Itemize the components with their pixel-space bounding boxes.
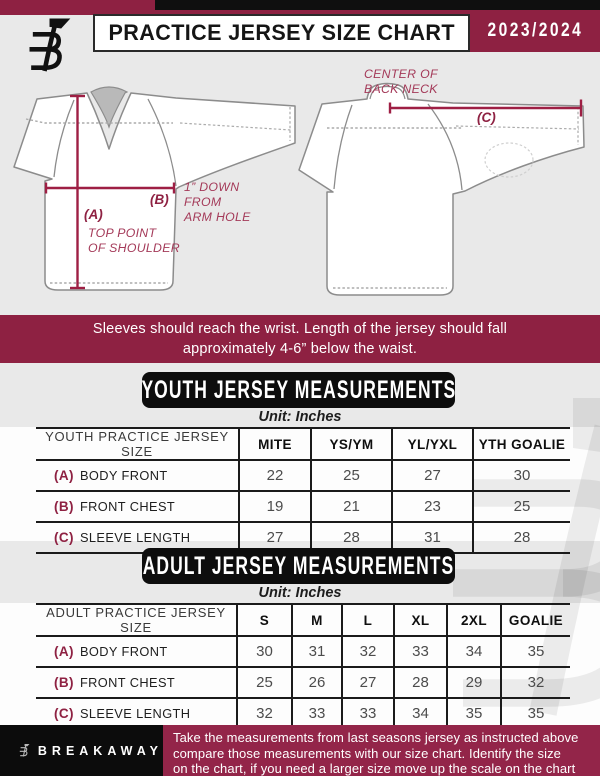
jersey-diagram — [0, 53, 600, 315]
marker-a-label: (A) — [84, 207, 103, 222]
row-label-cell: (A) BODY FRONT — [36, 460, 239, 491]
row-label-cell: (C) SLEEVE LENGTH — [36, 522, 239, 553]
marker-b-note: 1” DOWN FROM ARM HOLE — [184, 180, 251, 224]
value-cell: 30 — [237, 636, 292, 667]
youth-col-header: YTH GOALIE — [473, 428, 570, 460]
breakaway-footer-logo-icon — [18, 735, 30, 766]
adult-col-header: ADULT PRACTICE JERSEY SIZE — [36, 604, 237, 636]
adult-col-header: L — [342, 604, 394, 636]
value-cell: 23 — [392, 491, 473, 522]
row-key: (C) — [54, 706, 74, 721]
adult-col-header: XL — [394, 604, 447, 636]
youth-section-banner — [142, 372, 455, 408]
value-cell: 25 — [237, 667, 292, 698]
row-key: (C) — [54, 530, 74, 545]
season-label: 2023/2024 — [487, 20, 583, 41]
marker-a-note: TOP POINT OF SHOULDER — [88, 226, 180, 255]
value-cell: 28 — [311, 522, 392, 553]
value-cell: 32 — [501, 667, 570, 698]
value-cell: 27 — [392, 460, 473, 491]
row-label-cell: (B) FRONT CHEST — [36, 491, 239, 522]
adult-col-header: S — [237, 604, 292, 636]
footer-instructions — [163, 725, 600, 776]
marker-b-label: (B) — [150, 192, 169, 207]
youth-header-row — [36, 428, 570, 460]
page-title: PRACTICE JERSEY SIZE CHART — [108, 20, 455, 45]
value-cell: 31 — [292, 636, 342, 667]
value-cell: 32 — [237, 698, 292, 729]
back-neck-note: CENTER OF BACK NECK — [364, 67, 438, 96]
adult-section-banner — [142, 548, 455, 584]
row-label-cell: (B) FRONT CHEST — [36, 667, 237, 698]
value-cell: 22 — [239, 460, 311, 491]
value-cell: 33 — [292, 698, 342, 729]
table-row — [36, 491, 570, 522]
youth-size-table — [36, 427, 570, 554]
footer-brand-block — [0, 725, 163, 776]
row-label-cell: (C) SLEEVE LENGTH — [36, 698, 237, 729]
adult-banner-label: ADULT JERSEY MEASUREMENTS — [142, 551, 455, 580]
table-row — [36, 636, 570, 667]
adult-unit-label: Unit: Inches — [258, 585, 342, 601]
youth-col-header: MITE — [239, 428, 311, 460]
adult-col-header: M — [292, 604, 342, 636]
top-strip-maroon — [0, 0, 155, 10]
value-cell: 30 — [473, 460, 570, 491]
value-cell: 33 — [342, 698, 394, 729]
footer-note-line3: on the chart, if you need a larger size move up the scale on the chart — [173, 761, 576, 776]
value-cell: 19 — [239, 491, 311, 522]
youth-col-header: YOUTH PRACTICE JERSEY SIZE — [36, 428, 239, 460]
value-cell: 32 — [342, 636, 394, 667]
row-label-cell: (A) BODY FRONT — [36, 636, 237, 667]
value-cell: 28 — [473, 522, 570, 553]
row-key: (A) — [54, 468, 74, 483]
value-cell: 29 — [447, 667, 501, 698]
youth-unit-label: Unit: Inches — [258, 409, 342, 425]
top-strip-black — [155, 0, 600, 10]
table-row — [36, 667, 570, 698]
footer-brand-name: BREAKAWAY — [37, 743, 163, 758]
value-cell: 27 — [239, 522, 311, 553]
value-cell: 27 — [342, 667, 394, 698]
value-cell: 34 — [447, 636, 501, 667]
value-cell: 35 — [501, 636, 570, 667]
youth-col-header: YL/YXL — [392, 428, 473, 460]
adult-header-row — [36, 604, 570, 636]
youth-col-header: YS/YM — [311, 428, 392, 460]
fit-notice-line1: Sleeves should reach the wrist. Length of the jersey should fall — [92, 321, 508, 337]
value-cell: 26 — [292, 667, 342, 698]
row-key: (A) — [54, 644, 74, 659]
footer-note-line2: compare those measurements with our size chart. Identify the size — [173, 745, 562, 761]
table-row — [36, 460, 570, 491]
page-title-box — [93, 14, 470, 52]
footer-note-line1: Take the measurements from last seasons jersey as instructed above — [173, 730, 579, 745]
value-cell: 34 — [394, 698, 447, 729]
fit-notice-line2: approximately 4-6” below the waist. — [182, 341, 418, 357]
value-cell: 35 — [447, 698, 501, 729]
value-cell: 21 — [311, 491, 392, 522]
adult-size-table — [36, 603, 570, 730]
value-cell: 33 — [394, 636, 447, 667]
value-cell: 25 — [311, 460, 392, 491]
marker-c-label: (C) — [477, 110, 496, 125]
value-cell: 31 — [392, 522, 473, 553]
row-key: (B) — [54, 499, 74, 514]
value-cell: 25 — [473, 491, 570, 522]
season-badge — [470, 10, 600, 52]
row-key: (B) — [54, 675, 74, 690]
value-cell: 35 — [501, 698, 570, 729]
adult-col-header: 2XL — [447, 604, 501, 636]
value-cell: 28 — [394, 667, 447, 698]
fit-notice-banner — [0, 315, 600, 363]
youth-banner-label: YOUTH JERSEY MEASUREMENTS — [141, 375, 456, 404]
adult-col-header: GOALIE — [501, 604, 570, 636]
